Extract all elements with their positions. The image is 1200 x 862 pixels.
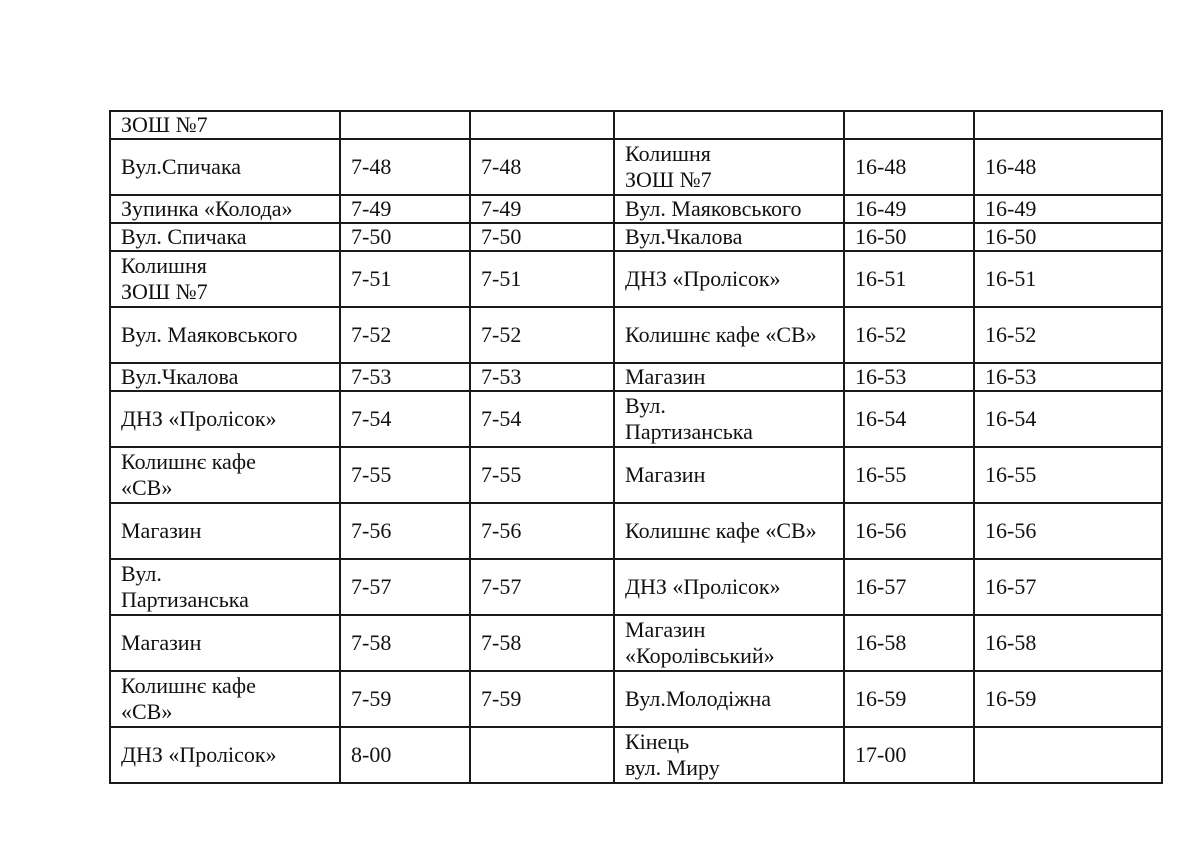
departure-time-2: 7-58 [470, 615, 614, 671]
departure-time-2: 7-53 [470, 363, 614, 391]
departure-time-1: 7-50 [340, 223, 470, 251]
table-row [110, 251, 1162, 307]
stop-name-departure: Колишня ЗОШ №7 [110, 251, 340, 307]
departure-time-1: 7-53 [340, 363, 470, 391]
schedule-body [110, 111, 1162, 783]
departure-time-2: 7-51 [470, 251, 614, 307]
stop-name-return: ДНЗ «Пролісок» [614, 251, 844, 307]
departure-time-1: 7-51 [340, 251, 470, 307]
return-time-2: 16-53 [974, 363, 1162, 391]
stop-name-return: Вул. Партизанська [614, 391, 844, 447]
return-time-1: 17-00 [844, 727, 974, 783]
return-time-1: 16-53 [844, 363, 974, 391]
stop-name-departure: ЗОШ №7 [110, 111, 340, 139]
stop-name-return [614, 111, 844, 139]
stop-name-return: Колишнє кафе «СВ» [614, 503, 844, 559]
departure-time-1: 7-58 [340, 615, 470, 671]
stop-name-departure: Вул. Маяковського [110, 307, 340, 363]
return-time-1: 16-58 [844, 615, 974, 671]
departure-time-1: 7-55 [340, 447, 470, 503]
departure-time-2 [470, 111, 614, 139]
departure-time-1: 7-59 [340, 671, 470, 727]
stop-name-departure: Вул. Спичака [110, 223, 340, 251]
departure-time-2 [470, 727, 614, 783]
departure-time-2: 7-50 [470, 223, 614, 251]
stop-name-departure: ДНЗ «Пролісок» [110, 727, 340, 783]
return-time-2: 16-54 [974, 391, 1162, 447]
departure-time-2: 7-59 [470, 671, 614, 727]
return-time-1 [844, 111, 974, 139]
stop-name-departure: Магазин [110, 615, 340, 671]
table-row [110, 447, 1162, 503]
stop-name-return: Колишня ЗОШ №7 [614, 139, 844, 195]
stop-name-departure: Магазин [110, 503, 340, 559]
departure-time-1: 7-48 [340, 139, 470, 195]
table-row [110, 615, 1162, 671]
departure-time-2: 7-52 [470, 307, 614, 363]
return-time-1: 16-56 [844, 503, 974, 559]
departure-time-2: 7-54 [470, 391, 614, 447]
stop-name-return: ДНЗ «Пролісок» [614, 559, 844, 615]
departure-time-2: 7-48 [470, 139, 614, 195]
return-time-2: 16-58 [974, 615, 1162, 671]
stop-name-return: Магазин [614, 363, 844, 391]
stop-name-departure: Зупинка «Колода» [110, 195, 340, 223]
table-row [110, 195, 1162, 223]
bus-schedule-table [109, 110, 1163, 784]
stop-name-return: Магазин «Королівський» [614, 615, 844, 671]
return-time-2: 16-50 [974, 223, 1162, 251]
return-time-2: 16-51 [974, 251, 1162, 307]
return-time-2: 16-55 [974, 447, 1162, 503]
departure-time-1: 7-57 [340, 559, 470, 615]
table-row [110, 111, 1162, 139]
table-row [110, 363, 1162, 391]
stop-name-return: Колишнє кафе «СВ» [614, 307, 844, 363]
table-row [110, 671, 1162, 727]
stop-name-return: Вул.Чкалова [614, 223, 844, 251]
return-time-1: 16-54 [844, 391, 974, 447]
return-time-2 [974, 111, 1162, 139]
return-time-1: 16-52 [844, 307, 974, 363]
departure-time-1: 7-49 [340, 195, 470, 223]
return-time-1: 16-48 [844, 139, 974, 195]
departure-time-1: 7-56 [340, 503, 470, 559]
return-time-2: 16-57 [974, 559, 1162, 615]
return-time-1: 16-59 [844, 671, 974, 727]
stop-name-departure: Вул.Спичака [110, 139, 340, 195]
departure-time-1: 8-00 [340, 727, 470, 783]
table-row [110, 727, 1162, 783]
table-row [110, 559, 1162, 615]
departure-time-1: 7-54 [340, 391, 470, 447]
table-row [110, 223, 1162, 251]
stop-name-return: Вул.Молодіжна [614, 671, 844, 727]
stop-name-departure: ДНЗ «Пролісок» [110, 391, 340, 447]
stop-name-departure: Вул. Партизанська [110, 559, 340, 615]
return-time-1: 16-55 [844, 447, 974, 503]
departure-time-1 [340, 111, 470, 139]
table-row [110, 139, 1162, 195]
table-row [110, 391, 1162, 447]
stop-name-return: Магазин [614, 447, 844, 503]
return-time-1: 16-51 [844, 251, 974, 307]
return-time-2: 16-59 [974, 671, 1162, 727]
return-time-1: 16-50 [844, 223, 974, 251]
departure-time-2: 7-49 [470, 195, 614, 223]
return-time-2 [974, 727, 1162, 783]
stop-name-departure: Колишнє кафе «СВ» [110, 447, 340, 503]
stop-name-departure: Вул.Чкалова [110, 363, 340, 391]
departure-time-2: 7-56 [470, 503, 614, 559]
departure-time-1: 7-52 [340, 307, 470, 363]
departure-time-2: 7-55 [470, 447, 614, 503]
return-time-1: 16-57 [844, 559, 974, 615]
table-row [110, 503, 1162, 559]
return-time-1: 16-49 [844, 195, 974, 223]
table-row [110, 307, 1162, 363]
stop-name-departure: Колишнє кафе «СВ» [110, 671, 340, 727]
stop-name-return: Кінець вул. Миру [614, 727, 844, 783]
return-time-2: 16-56 [974, 503, 1162, 559]
return-time-2: 16-48 [974, 139, 1162, 195]
departure-time-2: 7-57 [470, 559, 614, 615]
stop-name-return: Вул. Маяковського [614, 195, 844, 223]
return-time-2: 16-49 [974, 195, 1162, 223]
return-time-2: 16-52 [974, 307, 1162, 363]
